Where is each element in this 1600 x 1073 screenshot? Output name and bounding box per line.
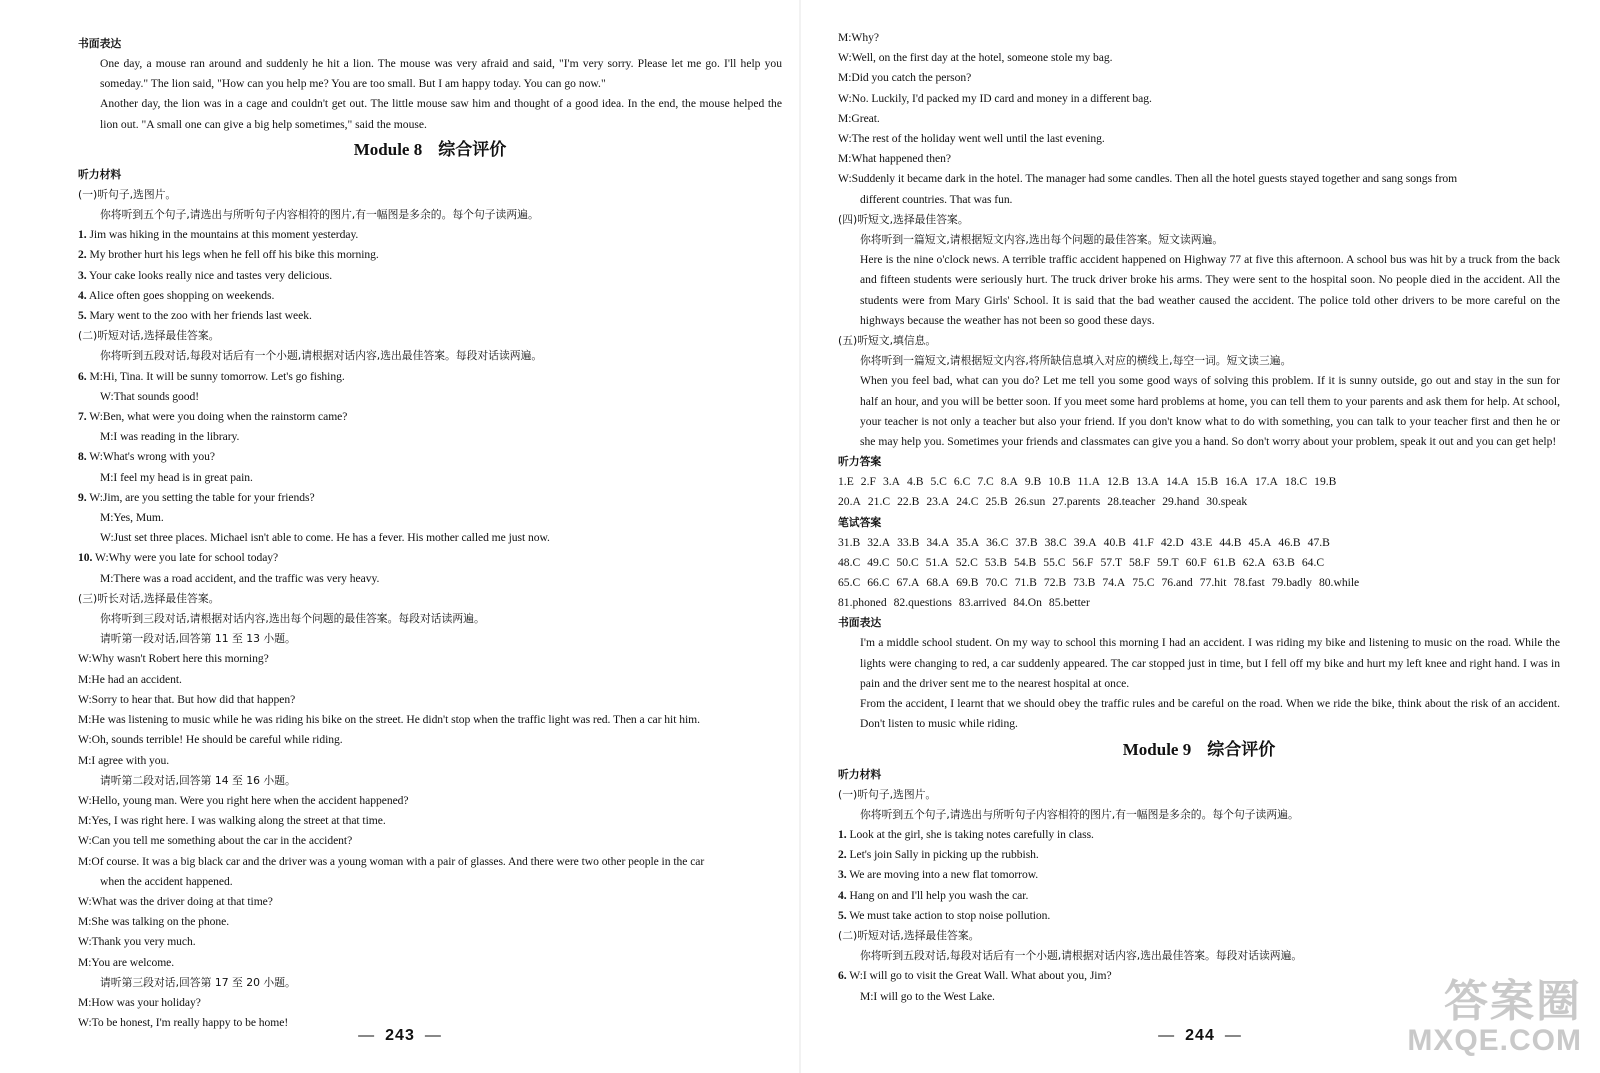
listening-heading: 听力材料: [838, 767, 882, 781]
sentence-item: [838, 906, 1560, 926]
item-text: W:I will go to visit the Great Wall. What about you, Jim?: [849, 969, 1112, 983]
module-title-cn: 综合评价: [1207, 739, 1276, 759]
dialogue-line: W:Thank you very much.: [78, 935, 196, 949]
dialogue-line: W:Oh, sounds terrible! He should be careful while riding.: [78, 733, 343, 747]
dialogue-line: W:To be honest, I'm really happy to be home!: [78, 1016, 289, 1030]
answer-item: 41.F: [1132, 535, 1154, 549]
section-title: (五)听短文,填信息。: [838, 334, 937, 348]
item-text: Mary went to the zoo with her friends last week.: [89, 309, 312, 323]
essay-paragraph: One day, a mouse ran around and suddenly he hit a lion. The mouse was very afraid and said, "I'm very sorry. Please let me go. I'll help you someday." The lion said, "How can you help me? You are too small. But I am happy today. You can go now.": [100, 57, 782, 91]
sentence-item: [838, 845, 1560, 865]
item-text: Alice often goes shopping on weekends.: [88, 288, 275, 302]
dialogue-line: W:Can you tell me something about the car in the accident?: [78, 834, 353, 848]
item-number: 6.: [838, 969, 847, 983]
dialogue-line: M:You are welcome.: [78, 955, 175, 969]
sentence-item: [78, 306, 782, 326]
dialogue-line: M:He had an accident.: [78, 672, 182, 686]
answer-item: 24.C: [956, 495, 979, 509]
written-answers-heading: 笔试答案: [838, 515, 882, 529]
dialogue-lines: [838, 28, 1560, 210]
answer-item: 48.C: [838, 555, 861, 569]
module-title-en: Module 8: [353, 139, 423, 159]
answer-item: 37.B: [1015, 535, 1038, 549]
answer-item: 18.C: [1284, 475, 1308, 489]
answer-item: 34.A: [926, 535, 950, 549]
dialogue-line: M:What happened then?: [838, 152, 951, 166]
dialogue-line: [78, 407, 782, 427]
passage-text: When you feel bad, what can you do? Let me tell you some good ways of solving this problem. If it is sunny outside, go out and stay in the sun for half an hour, and you will be better soon. If you meet some hard problems at home, you can tell them to your parents and ask them for help. At school, your teacher is not only a teacher but also your friend. If you don't know what to do with something, you can talk to your teacher first and then he or she may help you. Sometimes your friends and classmates can give you a hand. So don't worry about your problem, speak it out and you can get help!: [860, 374, 1560, 449]
answer-item: 53.B: [984, 555, 1008, 569]
answer-row: [838, 472, 1560, 492]
dialogue-line: M:Of course. It was a big black car and the driver was a young woman with a pair of glasses. And there were two other people in the car: [78, 854, 705, 868]
dialogue-line: M:Great.: [838, 111, 880, 125]
watermark-url: MXQE.COM: [1407, 1024, 1582, 1057]
answer-item: 64.C: [1301, 555, 1325, 569]
answer-item: 79.badly: [1271, 576, 1312, 590]
answer-item: 2.F: [860, 475, 876, 489]
item-text: M:Yes, Mum.: [100, 511, 164, 525]
answer-item: 14.A: [1166, 475, 1189, 489]
dialogue-prompt: 请听第二段对话,回答第 14 至 16 小题。: [100, 773, 296, 787]
answer-item: 74.A: [1102, 576, 1126, 590]
sentence-item: [838, 886, 1560, 906]
answer-item: 50.C: [896, 555, 919, 569]
answer-item: 23.A: [926, 495, 950, 509]
listening-answers-heading: 听力答案: [838, 455, 882, 469]
section-title: (二)听短对话,选择最佳答案。: [78, 329, 220, 343]
dialogue-line: M:She was talking on the phone.: [78, 915, 230, 929]
answer-item: 52.C: [955, 555, 978, 569]
answer-item: 71.B: [1014, 576, 1037, 590]
answer-item: 25.B: [985, 495, 1008, 509]
dialogue-line: M:How was your holiday?: [78, 995, 201, 1009]
answer-item: 33.B: [897, 535, 920, 549]
answer-row: [838, 492, 1560, 512]
item-text: My brother hurt his legs when he fell off his bike this morning.: [89, 248, 379, 262]
item-number: 2.: [838, 848, 847, 862]
answer-item: 7.C: [977, 475, 994, 489]
answer-item: 49.C: [867, 555, 890, 569]
dialogue-line: [78, 367, 782, 387]
section-title: (二)听短对话,选择最佳答案。: [838, 928, 980, 942]
answer-item: 68.A: [926, 576, 950, 590]
sentence-item: [78, 266, 782, 286]
item-text: M:I will go to the West Lake.: [860, 989, 995, 1003]
item-text: Jim was hiking in the mountains at this moment yesterday.: [89, 228, 359, 242]
page-number-value: 244: [1185, 1027, 1215, 1044]
sentence-list: [78, 225, 782, 326]
dialogue-line: [78, 387, 782, 407]
sentence-item: [78, 225, 782, 245]
answer-item: 6.C: [953, 475, 971, 489]
dialogue-line: W:Suddenly it became dark in the hotel. The manager had some candles. Then all the hotel guests stayed together and sang songs from: [838, 172, 1458, 186]
answer-item: 9.B: [1024, 475, 1042, 489]
dialogue-line: W:No. Luckily, I'd packed my ID card and money in a different bag.: [838, 91, 1152, 105]
sentence-item: [838, 825, 1560, 845]
sentence-item: [78, 286, 782, 306]
module-title: [838, 737, 1560, 763]
item-number: 1.: [78, 228, 87, 242]
answer-item: 73.B: [1073, 576, 1096, 590]
dialogue-line: when the accident happened.: [100, 874, 233, 888]
answer-item: 21.C: [867, 495, 891, 509]
item-number: 9.: [78, 490, 87, 504]
answer-item: 82.questions: [893, 596, 952, 610]
section-instruction: 你将听到五个句子,请选出与所听句子内容相符的图片,有一幅图是多余的。每个句子读两遍。: [860, 807, 1299, 821]
item-text: W:That sounds good!: [100, 389, 200, 403]
dialogue-line: W:The rest of the holiday went well until the last evening.: [838, 132, 1105, 146]
item-text: M:I feel my head is in great pain.: [100, 470, 253, 484]
answer-item: 69.B: [956, 576, 979, 590]
page-number: — 243 —: [358, 1027, 442, 1044]
answer-item: 51.A: [925, 555, 949, 569]
dialogue-line: [78, 508, 782, 528]
answer-item: 12.B: [1106, 475, 1130, 489]
item-text: M:There was a road accident, and the traffic was very heavy.: [100, 571, 380, 585]
section-title: (三)听长对话,选择最佳答案。: [78, 591, 220, 605]
answer-item: 16.A: [1225, 475, 1249, 489]
answer-item: 22.B: [897, 495, 920, 509]
answer-item: 60.F: [1185, 555, 1207, 569]
answer-item: 70.C: [985, 576, 1008, 590]
answer-row: [838, 573, 1560, 593]
section-title: (四)听短文,选择最佳答案。: [838, 212, 969, 226]
answer-item: 54.B: [1014, 555, 1037, 569]
answer-item: 15.B: [1195, 475, 1219, 489]
answer-item: 17.A: [1255, 475, 1278, 489]
answer-item: 28.teacher: [1107, 495, 1156, 509]
item-number: 4.: [78, 288, 87, 302]
dialogue-line: W:Sorry to hear that. But how did that happen?: [78, 692, 296, 706]
dialogue-line: W:Hello, young man. Were you right here when the accident happened?: [78, 793, 409, 807]
page-number-value: 243: [385, 1027, 415, 1044]
item-number: 4.: [838, 888, 847, 902]
answer-item: 62.A: [1242, 555, 1266, 569]
answer-item: 27.parents: [1052, 495, 1101, 509]
module-title-cn: 综合评价: [438, 139, 507, 159]
answer-item: 66.C: [867, 576, 890, 590]
written-answers: [838, 533, 1560, 614]
section-instruction: 你将听到一篇短文,请根据短文内容,选出每个问题的最佳答案。短文读两遍。: [860, 233, 1224, 247]
item-number: 6.: [78, 369, 87, 383]
dialogue-line: [78, 569, 782, 589]
dialogue-prompt: 请听第一段对话,回答第 11 至 13 小题。: [100, 632, 296, 646]
answer-item: 42.D: [1160, 535, 1184, 549]
watermark: [1407, 976, 1582, 1057]
item-text: W:Jim, are you setting the table for your friends?: [89, 490, 315, 504]
section-instruction: 你将听到一篇短文,请根据短文内容,将所缺信息填入对应的横线上,每空一词。短文读三遍。: [860, 354, 1292, 368]
answer-item: 39.A: [1073, 535, 1097, 549]
answer-row: [838, 533, 1560, 553]
answer-item: 76.and: [1161, 576, 1193, 590]
item-text: M:Hi, Tina. It will be sunny tomorrow. Let's go fishing.: [89, 369, 345, 383]
item-text: Your cake looks really nice and tastes very delicious.: [89, 268, 333, 282]
answer-item: 56.F: [1072, 555, 1094, 569]
dialogue-line: M:Did you catch the person?: [838, 71, 972, 85]
answer-item: 5.C: [930, 475, 947, 489]
essay-heading: 书面表达: [78, 37, 122, 50]
answer-item: 75.C: [1132, 576, 1155, 590]
section-title: (一)听句子,选图片。: [78, 187, 177, 201]
answer-item: 59.T: [1157, 555, 1179, 569]
section-instruction: 你将听到五段对话,每段对话后有一个小题,请根据对话内容,选出最佳答案。每段对话读两遍。: [100, 349, 543, 363]
item-text: We must take action to stop noise pollution.: [849, 908, 1051, 922]
answer-item: 85.better: [1048, 596, 1090, 610]
answer-item: 58.F: [1129, 555, 1150, 569]
section-instruction: 你将听到三段对话,请根据对话内容,选出每个问题的最佳答案。每段对话读两遍。: [100, 612, 485, 626]
answer-item: 35.A: [956, 535, 980, 549]
watermark-logo: 答案圈: [1444, 976, 1582, 1027]
passage-text: Here is the nine o'clock news. A terrible traffic accident happened on Highway 77 at five this afternoon. A school bus was hit by a truck from the back and fifteen students were seriously hurt. The truck driver broke his arms. They were sent to the hospital soon. No people died in the accident. All the students were from Mary Girls' School. It is said that the bad weather caused the accident. The police told other drivers to be more careful on the highways because the weather has not been so good these days.: [860, 253, 1560, 327]
item-text: Look at the girl, she is taking notes carefully in class.: [849, 827, 1094, 841]
answer-item: 29.hand: [1162, 495, 1200, 509]
sentence-item: [78, 245, 782, 265]
item-number: 8.: [78, 450, 87, 464]
answer-item: 30.speak: [1206, 495, 1248, 509]
dialogue-line: [78, 548, 782, 568]
dialogue-lines: [78, 649, 782, 770]
dialogue-line: W:What was the driver doing at that time?: [78, 894, 273, 908]
item-number: 7.: [78, 410, 87, 424]
dialogue-line: W:Well, on the first day at the hotel, someone stole my bag.: [838, 51, 1113, 65]
section-title: (一)听句子,选图片。: [838, 787, 937, 801]
item-text: Hang on and I'll help you wash the car.: [849, 888, 1029, 902]
answer-item: 77.hit: [1199, 576, 1227, 590]
dialogue-line: [78, 427, 782, 447]
page-number: — 244 —: [1158, 1027, 1242, 1044]
answer-item: 3.A: [882, 475, 901, 489]
section-instruction: 你将听到五个句子,请选出与所听句子内容相符的图片,有一幅图是多余的。每个句子读两遍。: [100, 208, 539, 222]
answer-item: 72.B: [1043, 576, 1067, 590]
answer-item: 61.B: [1213, 555, 1236, 569]
answer-item: 1.E: [838, 475, 854, 489]
answer-item: 57.T: [1100, 555, 1123, 569]
dialogue-line: M:Yes, I was right here. I was walking along the street at that time.: [78, 814, 386, 828]
dialogue-prompt: 请听第三段对话,回答第 17 至 20 小题。: [100, 975, 296, 989]
dialogue-line: [78, 447, 782, 467]
dialogue-list: [78, 367, 782, 589]
answer-item: 47.B: [1307, 535, 1330, 549]
essay-paragraph: From the accident, I learnt that we should obey the traffic rules and be careful on the road. When we ride the bike, think about the risk of an accident. Don't listen to music while riding.: [860, 697, 1560, 731]
dialogue-line: [78, 488, 782, 508]
answer-item: 38.C: [1044, 535, 1067, 549]
item-text: W:What's wrong with you?: [89, 450, 215, 464]
item-text: W:Ben, what were you doing when the rainstorm came?: [89, 410, 348, 424]
dialogue-line: [78, 528, 782, 548]
item-number: 2.: [78, 248, 87, 262]
item-number: 3.: [78, 268, 87, 282]
answer-row: [838, 553, 1560, 573]
answer-item: 11.A: [1077, 475, 1100, 489]
dialogue-line: different countries. That was fun.: [860, 192, 1013, 206]
answer-item: 65.C: [838, 576, 861, 590]
answer-item: 36.C: [986, 535, 1009, 549]
section-instruction: 你将听到五段对话,每段对话后有一个小题,请根据对话内容,选出最佳答案。每段对话读两遍。: [860, 949, 1303, 963]
essay-heading: 书面表达: [838, 616, 882, 630]
module-title-en: Module 9: [1122, 739, 1192, 759]
answer-item: 63.B: [1272, 555, 1295, 569]
item-text: Let's join Sally in picking up the rubbish.: [849, 848, 1039, 862]
answer-item: 84.On: [1013, 596, 1042, 610]
sentence-list: [838, 825, 1560, 926]
answer-item: 83.arrived: [958, 596, 1007, 610]
answer-item: 10.B: [1048, 475, 1071, 489]
item-text: M:I was reading in the library.: [100, 430, 240, 444]
dialogue-line: W:Why wasn't Robert here this morning?: [78, 652, 269, 666]
listening-answers: [838, 472, 1560, 512]
item-number: 5.: [78, 309, 87, 323]
item-text: We are moving into a new flat tomorrow.: [849, 868, 1039, 882]
answer-item: 40.B: [1103, 535, 1126, 549]
item-number: 1.: [838, 827, 847, 841]
answer-item: 4.B: [907, 475, 924, 489]
listening-heading: 听力材料: [78, 167, 122, 181]
answer-item: 44.B: [1219, 535, 1242, 549]
dialogue-line: [78, 468, 782, 488]
answer-item: 78.fast: [1233, 576, 1265, 590]
module-title: [78, 137, 782, 163]
answer-item: 67.A: [896, 576, 920, 590]
item-number: 5.: [838, 908, 847, 922]
answer-item: 81.phoned: [838, 596, 887, 610]
dialogue-line: M:I agree with you.: [78, 753, 170, 767]
right-page: [800, 0, 1600, 1073]
answer-item: 46.B: [1278, 535, 1301, 549]
item-text: W:Just set three places. Michael isn't able to come. He has a fever. His mother called me just now.: [100, 531, 550, 545]
dialogue-line: M:He was listening to music while he was riding his bike on the street. He didn't stop when the traffic light was red. Then a car hit him.: [78, 713, 700, 727]
answer-item: 13.A: [1136, 475, 1160, 489]
answer-item: 31.B: [838, 535, 861, 549]
item-number: 3.: [838, 868, 847, 882]
answer-item: 80.while: [1318, 576, 1360, 590]
answer-item: 32.A: [867, 535, 891, 549]
answer-item: 26.sun: [1014, 495, 1046, 509]
answer-item: 20.A: [838, 495, 861, 509]
answer-item: 19.B: [1314, 475, 1337, 489]
item-number: 10.: [78, 551, 93, 565]
answer-row: [838, 593, 1560, 613]
answer-item: 45.A: [1248, 535, 1272, 549]
dialogue-lines: [78, 791, 782, 973]
answer-item: 55.C: [1043, 555, 1066, 569]
sentence-item: [838, 865, 1560, 885]
item-text: W:Why were you late for school today?: [94, 551, 279, 565]
essay-paragraph: Another day, the lion was in a cage and couldn't get out. The little mouse saw him and thought of a good idea. In the end, the mouse helped the lion out. "A small one can give a big help sometimes," said the mouse.: [100, 97, 782, 131]
essay-paragraph: I'm a middle school student. On my way to school this morning I had an accident. I was riding my bike and listening to music on the road. While the lights were changing to red, a car suddenly appeared. The car stopped just in time, but I fell off my bike and hurt my left knee and right hand. I was in pain and the driver sent me to the nearest hospital at once.: [860, 636, 1560, 690]
answer-item: 43.E: [1190, 535, 1213, 549]
answer-item: 8.A: [1000, 475, 1018, 489]
dialogue-line: M:Why?: [838, 31, 879, 44]
